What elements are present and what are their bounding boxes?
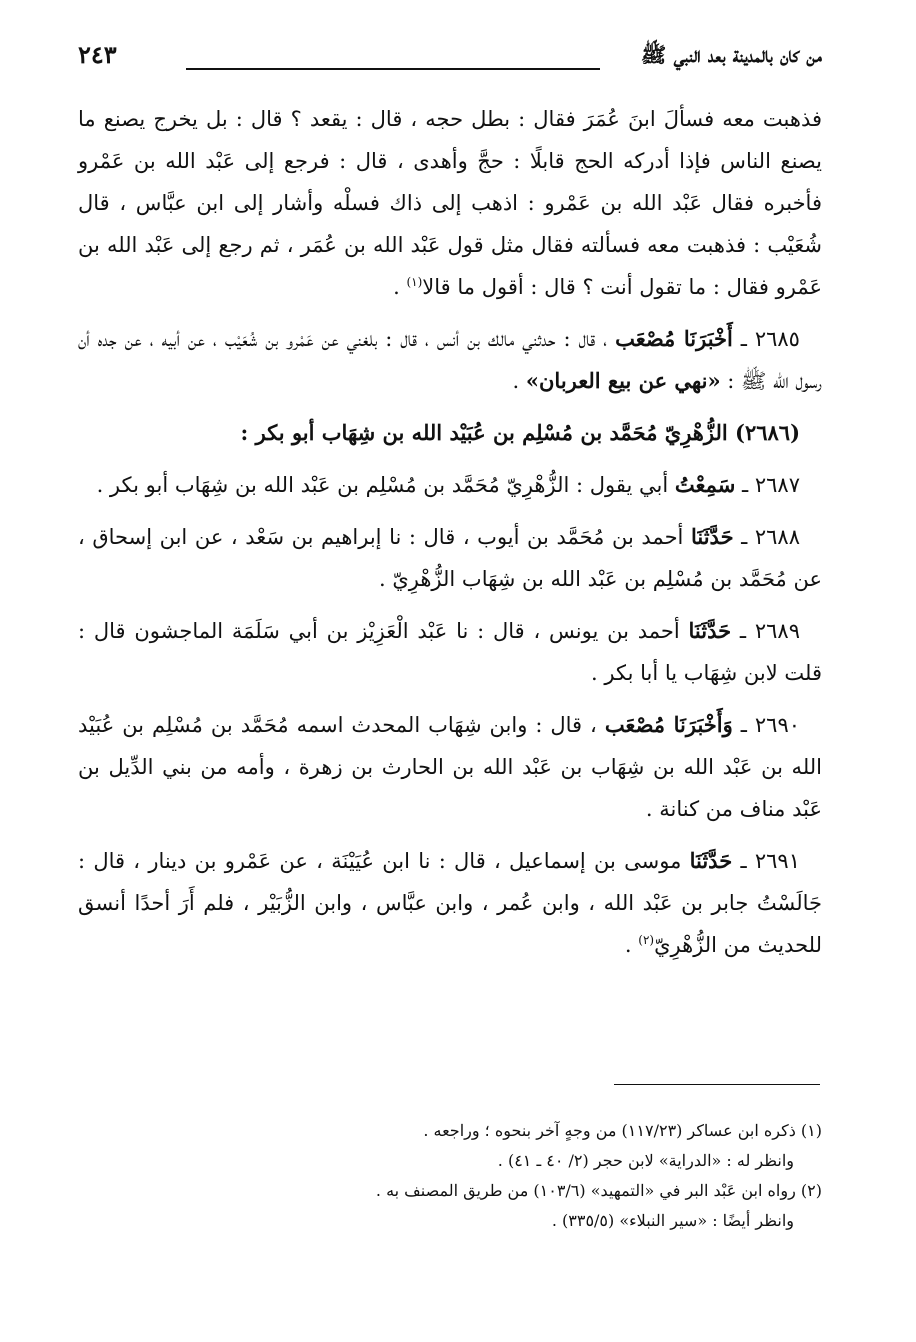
hadith-number: ٢٦٨٩ ـ	[739, 619, 800, 643]
hadith-number: ٢٦٨٧ ـ	[742, 473, 800, 497]
paragraph-continuation	[78, 98, 822, 308]
hadith-number: ٢٦٩١ ـ	[740, 849, 800, 873]
hadith-2691	[78, 840, 822, 966]
hadith-lead: حَدَّثَنَا	[689, 848, 733, 873]
hadith-text: أبي يقول : الزُّهْرِيّ مُحَمَّد بن مُسْلِم بن عَبْد الله بن شِهَاب أبو بكر .	[96, 473, 669, 497]
hadith-2687	[78, 464, 822, 506]
footnote-2: (٢) رواه ابن عَبْد البر في «التمهيد» (١٠٣/٦) من طريق المصنف به .	[375, 1181, 822, 1200]
footnote-2-continuation: وانظر أيضًا : «سير النبلاء» (٣٣٥/٥) .	[551, 1211, 794, 1230]
hadith-2688	[78, 516, 822, 600]
hadith-2685	[78, 318, 822, 402]
hadith-text: أحمد بن مُحَمَّد بن أيوب ، قال : نا إبراهيم بن سَعْد ، عن ابن إسحاق ، عن مُحَمَّد بن مُسْلِم بن عَبْد الله بن شِهَاب الزُّهْرِيّ .	[78, 525, 822, 591]
footnotes	[78, 1116, 822, 1236]
page-number: ٢٤٣	[78, 40, 117, 69]
hadith-lead: حَدَّثَنَا	[690, 524, 734, 549]
main-text	[78, 98, 822, 976]
hadith-lead: أَخْبَرَنَا مُصْعَب	[615, 326, 733, 351]
running-header	[78, 42, 822, 82]
hadith-quote: «نهي عن بيع العربان»	[525, 368, 721, 393]
footnote-1: (١) ذكره ابن عساكر (١١٧/٢٣) من وجهٍ آخر بنحوه ؛ وراجعه .	[423, 1121, 822, 1140]
header-rule	[186, 68, 600, 70]
entry-heading-2686	[78, 412, 822, 454]
hadith-end: .	[512, 369, 526, 393]
hadith-number: ٢٦٩٠ ـ	[740, 713, 801, 737]
footnote-separator	[614, 1084, 820, 1085]
hadith-text: موسى بن إسماعيل ، قال : نا ابن عُيَيْنَة ، عن عَمْرو بن دينار ، قال : جَالَسْتُ جابر بن عَبْد الله ، وابن عُمر ، وابن عبَّاس ، وابن الزُّبَيْر ، فلم أَرَ أحدًا أنسق للحديث من الزُّهْرِيّ	[78, 849, 822, 957]
header-title: من كان بالمدينة بعد النبي ﷺ	[640, 42, 822, 67]
paragraph-text: فذهبت معه فسألَ ابنَ عُمَرَ فقال : بطل حجه ، قال : يقعد ؟ قال : بل يخرج يصنع ما يصنع الناس فإذا أدركه الحج قابلًا : حجَّ وأهدى ، قال : فرجع إلى عَبْد الله بن عَمْرو فأخبره فقال عَبْد الله بن عَمْرو : اذهب إلى ذاك فسلْه وأشار إلى ابن عبَّاس ، قال شُعَيْب : فذهبت معه فسألته فقال مثل قول عَبْد الله بن عُمَر ، ثم رجع إلى عَبْد الله بن عَمْرو فقال : ما تقول أنت ؟ قال : أقول ما قالا	[78, 107, 822, 299]
paragraph-end: .	[393, 275, 407, 299]
entry-heading-text: (٢٦٨٦) الزُّهْرِيّ مُحَمَّد بن مُسْلِم بن عُبَيْد الله بن شِهَاب أبو بكر :	[240, 420, 800, 445]
hadith-lead: حَدَّثَنَا	[688, 618, 732, 643]
hadith-text: ، قال : حدثني مالك بن أنس ، قال : بلغني عن عَمْرو بن شُعَيْب ، عن أبيه ، عن جده أن رسول الله ﷺ :	[78, 327, 822, 393]
hadith-text: ، قال : وابن شِهَاب المحدث اسمه مُحَمَّد بن مُسْلِم بن عُبَيْد الله بن عَبْد الله بن شِهَاب بن عَبْد الله بن الحارث بن زهرة ، وأمه من بني الدِّيل بن عَبْد مناف من كنانة .	[78, 713, 822, 821]
footnote-ref-1: (١)	[406, 275, 423, 289]
hadith-number: ٢٦٨٥ ـ	[740, 327, 800, 351]
hadith-end: .	[624, 933, 639, 957]
footnote-1-continuation: وانظر له : «الدراية» لابن حجر (٢/ ٤٠ ـ ٤١) .	[497, 1151, 794, 1170]
hadith-2689	[78, 610, 822, 694]
hadith-text: أحمد بن يونس ، قال : نا عَبْد الْعَزِيْز بن أبي سَلَمَة الماجشون قال : قلت لابن شِهَاب يا أبا بكر .	[78, 619, 822, 685]
hadith-lead: سَمِعْتُ	[674, 472, 736, 497]
hadith-lead: وَأَخْبَرَنَا مُصْعَب	[604, 712, 733, 737]
hadith-number: ٢٦٨٨ ـ	[741, 525, 800, 549]
hadith-2690	[78, 704, 822, 830]
footnote-ref-2: (٢)	[638, 933, 655, 947]
